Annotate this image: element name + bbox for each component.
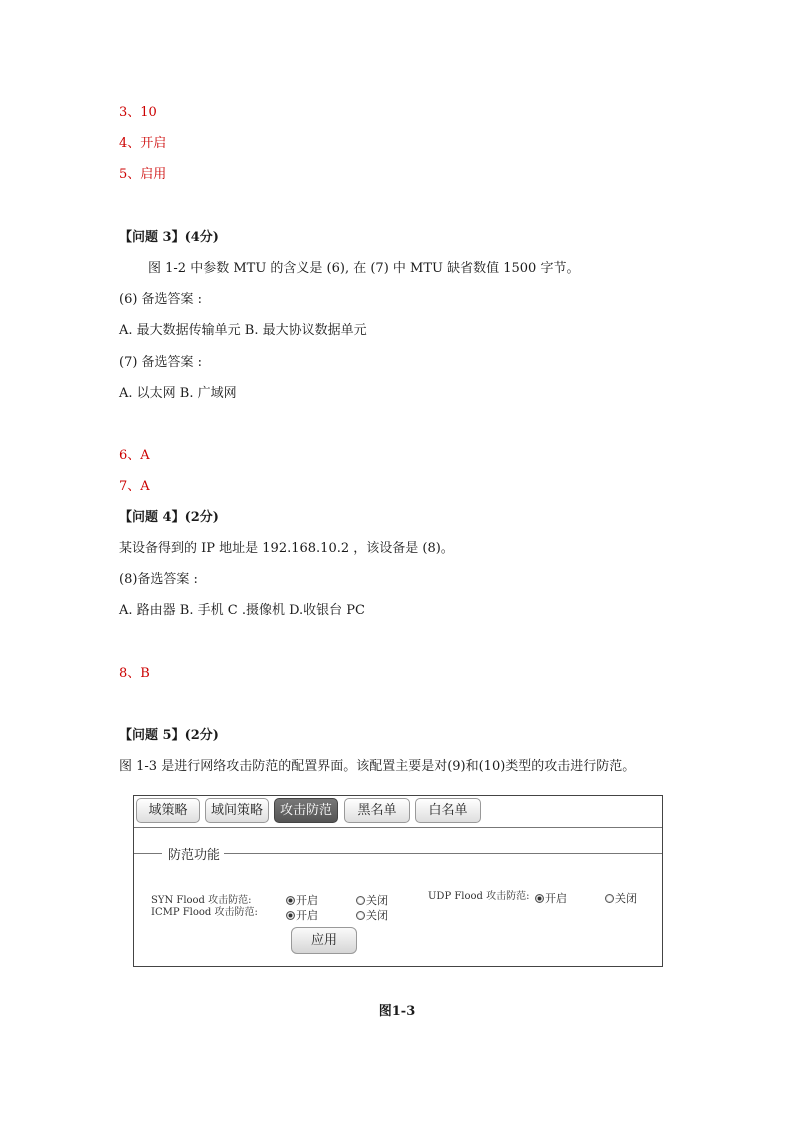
- q3-opt6-label: (6) 备选答案 :: [119, 292, 203, 307]
- tab-whitelist[interactable]: 白名单: [415, 798, 481, 823]
- apply-button[interactable]: 应用: [291, 927, 357, 954]
- radio-selected-icon: [286, 896, 295, 905]
- radio-unselected-icon: [605, 894, 614, 903]
- q3-opt7-label: (7) 备选答案 :: [119, 355, 203, 370]
- udp-off-label: 关闭: [615, 892, 637, 905]
- syn-flood-label: SYN Flood 攻击防范:: [151, 895, 252, 906]
- q4-opt8-choices: A. 路由器 B. 手机 C .摄像机 D.收银台 PC: [119, 603, 365, 618]
- q5-stem: 图 1-3 是进行网络攻击防范的配置界面。该配置主要是对(9)和(10)类型的攻击进行防范。: [119, 759, 636, 774]
- syn-off-label: 关闭: [366, 894, 388, 907]
- q4-heading: 【问题 4】(2分): [119, 510, 219, 525]
- tab-domain-policy[interactable]: 域策略: [136, 798, 200, 823]
- udp-on-radio[interactable]: [535, 890, 567, 906]
- icmp-on-radio[interactable]: [286, 907, 318, 923]
- syn-on-label: 开启: [296, 894, 318, 907]
- answer-7: 7、A: [119, 479, 150, 494]
- udp-flood-label: UDP Flood 攻击防范:: [428, 891, 530, 902]
- answer-5: 5、启用: [119, 167, 167, 182]
- tab-bar: [134, 796, 662, 828]
- q4-stem: 某设备得到的 IP 地址是 192.168.10.2 ，该设备是 (8)。: [119, 541, 454, 556]
- group-divider-left: [134, 853, 162, 854]
- group-title: 防范功能: [164, 844, 224, 863]
- q3-opt7-choices: A. 以太网 B. 广域网: [119, 386, 237, 401]
- tab-blacklist[interactable]: 黑名单: [344, 798, 410, 823]
- icmp-flood-label: ICMP Flood 攻击防范:: [151, 907, 258, 918]
- icmp-off-radio[interactable]: [356, 907, 388, 923]
- icmp-on-label: 开启: [296, 909, 318, 922]
- figure-caption: 图1-3: [378, 1004, 416, 1019]
- q3-stem: 图 1-2 中参数 MTU 的含义是 (6), 在 (7) 中 MTU 缺省数值 1500 字节。: [148, 261, 580, 276]
- q3-heading: 【问题 3】(4分): [119, 230, 219, 245]
- q4-opt8-label: (8)备选答案 :: [119, 572, 198, 587]
- answer-8: 8、B: [119, 666, 150, 681]
- syn-on-radio[interactable]: [286, 892, 318, 908]
- q3-opt6-choices: A. 最大数据传输单元 B. 最大协议数据单元: [119, 323, 367, 338]
- radio-selected-icon: [535, 894, 544, 903]
- icmp-off-label: 关闭: [366, 909, 388, 922]
- answer-3: 3、10: [119, 105, 157, 120]
- answer-4: 4、开启: [119, 136, 167, 151]
- syn-off-radio[interactable]: [356, 892, 388, 908]
- attack-prevention-panel: [133, 795, 663, 967]
- radio-selected-icon: [286, 911, 295, 920]
- answer-6: 6、A: [119, 448, 150, 463]
- tab-interdomain-policy[interactable]: 域间策略: [205, 798, 269, 823]
- radio-unselected-icon: [356, 896, 365, 905]
- tab-attack-prevention[interactable]: 攻击防范: [274, 798, 338, 823]
- udp-on-label: 开启: [545, 892, 567, 905]
- group-divider-right: [222, 853, 662, 854]
- q5-heading: 【问题 5】(2分): [119, 728, 219, 743]
- radio-unselected-icon: [356, 911, 365, 920]
- udp-off-radio[interactable]: [605, 890, 637, 906]
